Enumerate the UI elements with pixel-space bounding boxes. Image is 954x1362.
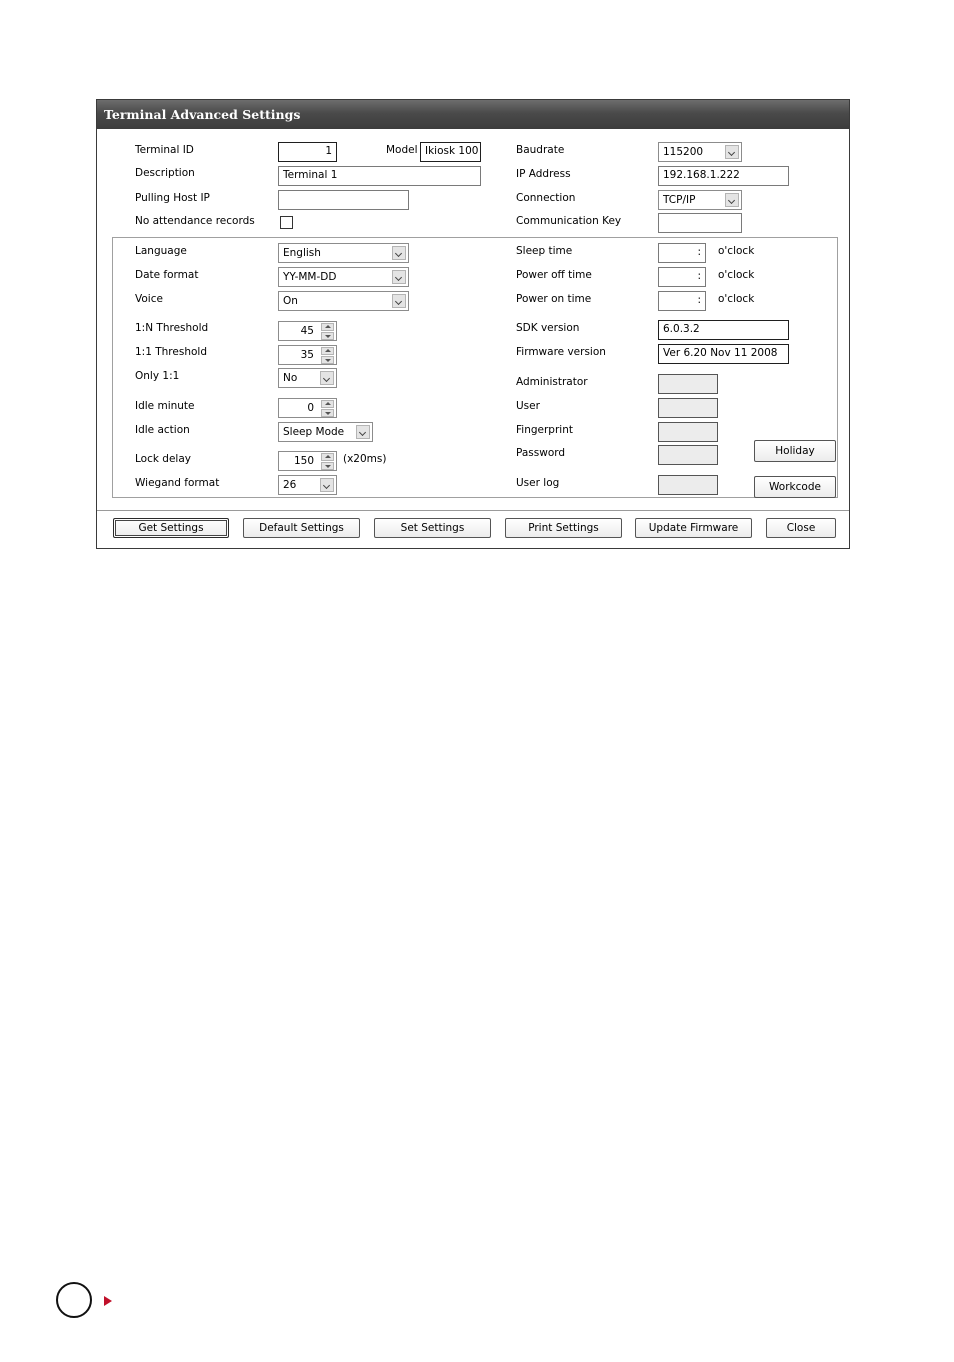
- model-label: Model: [386, 144, 418, 156]
- voice-value: On: [283, 295, 298, 307]
- terminal-id-field[interactable]: 1: [278, 142, 337, 162]
- user-label: User: [516, 400, 540, 412]
- terminal-advanced-settings-window: [96, 99, 850, 549]
- date-format-select[interactable]: [278, 267, 409, 287]
- user-log-label: User log: [516, 477, 560, 489]
- update-firmware-button[interactable]: Update Firmware: [635, 518, 752, 538]
- title-bar[interactable]: [97, 100, 849, 129]
- only-one-to-one-value: No: [283, 372, 298, 384]
- description-field[interactable]: Terminal 1: [278, 166, 481, 186]
- spin-up-icon[interactable]: [321, 453, 334, 461]
- date-format-label: Date format: [135, 269, 199, 281]
- terminal-id-label: Terminal ID: [135, 144, 194, 156]
- ip-address-field[interactable]: 192.168.1.222: [658, 166, 789, 186]
- lock-delay-value: 150: [293, 455, 314, 467]
- lock-delay-label: Lock delay: [135, 453, 191, 465]
- chevron-down-icon[interactable]: [356, 425, 370, 439]
- user-count: [658, 398, 718, 418]
- administrator-label: Administrator: [516, 376, 588, 388]
- language-label: Language: [135, 245, 187, 257]
- polling-host-ip-label: Pulling Host IP: [135, 192, 210, 204]
- n-threshold-value: 45: [300, 325, 314, 337]
- description-label: Description: [135, 167, 195, 179]
- only-one-to-one-label: Only 1:1: [135, 370, 180, 382]
- sleep-oclock: o'clock: [718, 245, 755, 257]
- n-threshold-label: 1:N Threshold: [135, 322, 209, 334]
- communication-key-field[interactable]: [658, 213, 742, 233]
- administrator-count: [658, 374, 718, 394]
- power-on-time-field[interactable]: :: [658, 291, 706, 311]
- connection-value: TCP/IP: [663, 194, 696, 206]
- idle-minute-value: 0: [307, 402, 314, 414]
- one-threshold-value: 35: [300, 349, 314, 361]
- power-on-oclock: o'clock: [718, 293, 755, 305]
- power-off-time-field[interactable]: :: [658, 267, 706, 287]
- close-button[interactable]: Close: [766, 518, 836, 538]
- password-count: [658, 445, 718, 465]
- fingerprint-count: [658, 422, 718, 442]
- firmware-version-field: Ver 6.20 Nov 11 2008: [658, 344, 789, 364]
- lock-delay-spinner[interactable]: [278, 451, 337, 471]
- voice-select[interactable]: [278, 291, 409, 311]
- password-label: Password: [516, 447, 566, 459]
- spin-down-icon[interactable]: [321, 332, 334, 340]
- print-settings-button[interactable]: Print Settings: [505, 518, 622, 538]
- baudrate-select[interactable]: [658, 142, 742, 162]
- n-threshold-spinner[interactable]: [278, 321, 337, 341]
- spin-up-icon[interactable]: [321, 400, 334, 408]
- spin-up-icon[interactable]: [321, 347, 334, 355]
- one-threshold-label: 1:1 Threshold: [135, 346, 207, 358]
- arrow-right-icon: [104, 1296, 112, 1306]
- window-title: Terminal Advanced Settings: [104, 107, 301, 122]
- language-select[interactable]: [278, 243, 409, 263]
- language-value: English: [283, 247, 321, 259]
- spin-up-icon[interactable]: [321, 323, 334, 331]
- communication-key-label: Communication Key: [516, 215, 622, 227]
- power-off-oclock: o'clock: [718, 269, 755, 281]
- chevron-down-icon[interactable]: [320, 371, 334, 385]
- connection-select[interactable]: [658, 190, 742, 210]
- one-threshold-spinner[interactable]: [278, 345, 337, 365]
- baudrate-value: 115200: [663, 146, 704, 158]
- chevron-down-icon[interactable]: [725, 145, 739, 159]
- wiegand-format-select[interactable]: [278, 475, 337, 495]
- get-settings-button[interactable]: Get Settings: [113, 518, 229, 538]
- sdk-version-label: SDK version: [516, 322, 580, 334]
- idle-minute-label: Idle minute: [135, 400, 195, 412]
- firmware-version-label: Firmware version: [516, 346, 606, 358]
- holiday-button[interactable]: Holiday: [754, 440, 836, 462]
- power-off-time-label: Power off time: [516, 269, 592, 281]
- lock-delay-unit: (x20ms): [343, 453, 387, 465]
- baudrate-label: Baudrate: [516, 144, 565, 156]
- sleep-time-label: Sleep time: [516, 245, 573, 257]
- date-format-value: YY-MM-DD: [283, 271, 337, 283]
- no-attendance-label: No attendance records: [135, 215, 255, 227]
- wiegand-format-label: Wiegand format: [135, 477, 220, 489]
- idle-action-select[interactable]: [278, 422, 373, 442]
- connection-label: Connection: [516, 192, 576, 204]
- idle-action-value: Sleep Mode: [283, 426, 345, 438]
- voice-label: Voice: [135, 293, 163, 305]
- power-on-time-label: Power on time: [516, 293, 592, 305]
- chevron-down-icon[interactable]: [392, 294, 406, 308]
- spin-down-icon[interactable]: [321, 462, 334, 470]
- user-log-count: [658, 475, 718, 495]
- polling-host-ip-field[interactable]: [278, 190, 409, 210]
- idle-action-label: Idle action: [135, 424, 190, 436]
- wiegand-format-value: 26: [283, 479, 297, 491]
- chevron-down-icon[interactable]: [320, 478, 334, 492]
- no-attendance-checkbox[interactable]: [280, 216, 293, 229]
- model-field: Ikiosk 100: [420, 142, 481, 162]
- only-one-to-one-select[interactable]: [278, 368, 337, 388]
- sdk-version-field: 6.0.3.2: [658, 320, 789, 340]
- default-settings-button[interactable]: Default Settings: [243, 518, 360, 538]
- chevron-down-icon[interactable]: [392, 246, 406, 260]
- spin-down-icon[interactable]: [321, 356, 334, 364]
- spin-down-icon[interactable]: [321, 409, 334, 417]
- divider: [97, 510, 849, 511]
- idle-minute-spinner[interactable]: [278, 398, 337, 418]
- set-settings-button[interactable]: Set Settings: [374, 518, 491, 538]
- workcode-button[interactable]: Workcode: [754, 476, 836, 498]
- chevron-down-icon[interactable]: [392, 270, 406, 284]
- fingerprint-label: Fingerprint: [516, 424, 573, 436]
- ip-address-label: IP Address: [516, 168, 571, 180]
- chevron-down-icon[interactable]: [725, 193, 739, 207]
- page-number-circle: [56, 1282, 92, 1318]
- sleep-time-field[interactable]: :: [658, 243, 706, 263]
